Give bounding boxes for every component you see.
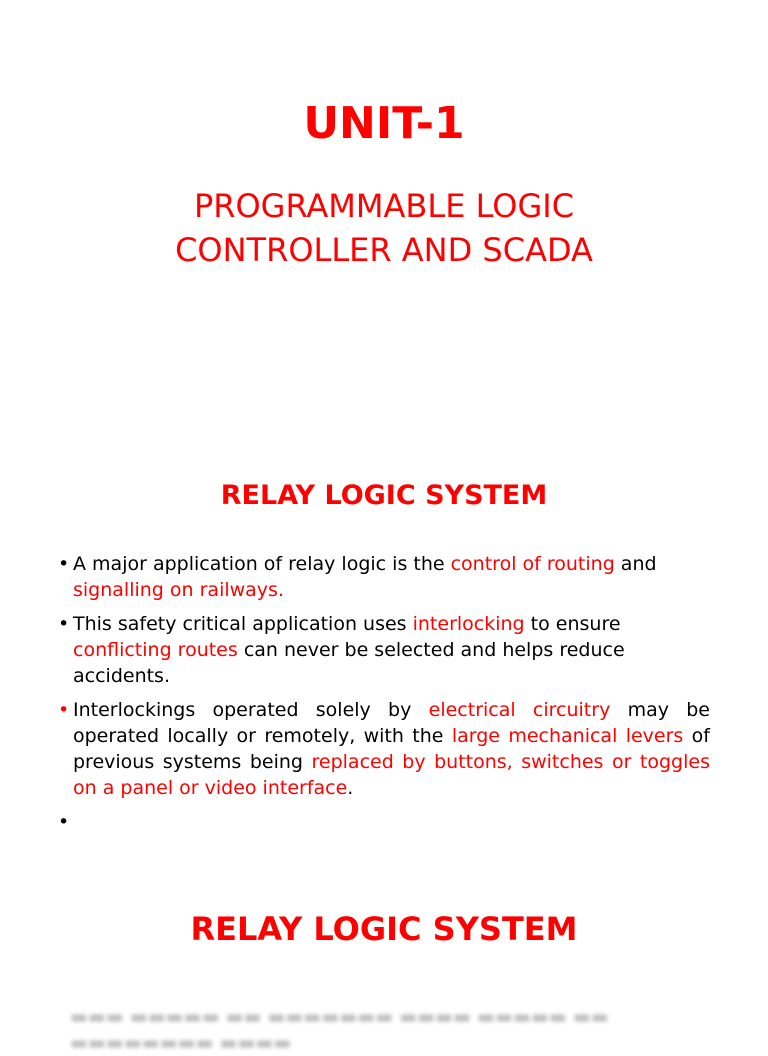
- bullet-dot: •: [58, 613, 70, 635]
- unit-title: UNIT-1: [303, 98, 465, 149]
- subtitle-line-1: PROGRAMMABLE LOGIC: [193, 187, 575, 225]
- bullet-text: may be operated locally or remotely, with the: [73, 699, 710, 747]
- highlight-text: replaced by buttons, switches or toggles on a panel or video interface: [73, 751, 710, 799]
- bullet-text: can never be selected and helps reduce accidents.: [73, 639, 625, 687]
- subtitle-line-2: CONTROLLER AND SCADA: [175, 231, 593, 269]
- bullet-text: .: [347, 777, 354, 799]
- bullet-dot: •: [58, 811, 70, 833]
- course-subtitle: [0, 184, 768, 272]
- bullet-dot: •: [58, 553, 70, 575]
- relay-logic-slide-2: [0, 860, 768, 1054]
- relay-logic-slide: [0, 430, 768, 860]
- cut-off-text-line: ▬▬▬ ▬▬▬▬▬ ▬▬ ▬▬▬▬▬▬▬ ▬▬▬▬ ▬▬▬▬▬ ▬▬ ▬▬▬▬▬▬▬▬ ▬▬▬▬: [70, 1006, 609, 1054]
- highlight-text: interlocking: [412, 613, 525, 635]
- highlight-text: large mechanical levers: [451, 725, 684, 747]
- bullet-dot: •: [58, 699, 70, 721]
- bullet-text: Interlockings operated solely by: [73, 699, 429, 721]
- highlight-text: control of routing: [450, 553, 615, 575]
- bullet-text: to ensure: [524, 613, 621, 635]
- highlight-text: conflicting routes: [73, 639, 238, 661]
- bullet-text: A major application of relay logic is the: [73, 553, 451, 575]
- slide-heading: RELAY LOGIC SYSTEM: [190, 910, 578, 948]
- bullet-text: This safety critical application uses: [73, 613, 413, 635]
- bullet-list: [58, 551, 710, 843]
- highlight-text: electrical circuitry: [428, 699, 611, 721]
- bullet-item-3: [58, 697, 710, 801]
- slide-heading: RELAY LOGIC SYSTEM: [220, 480, 548, 511]
- bullet-text: and: [614, 553, 657, 575]
- bullet-item-1: [58, 551, 710, 603]
- bullet-item-empty: [58, 809, 710, 835]
- title-slide: [0, 0, 768, 430]
- highlight-text: signalling on railways.: [73, 579, 284, 601]
- bullet-item-2: [58, 611, 710, 689]
- bullet-text: of previous systems being: [73, 725, 711, 773]
